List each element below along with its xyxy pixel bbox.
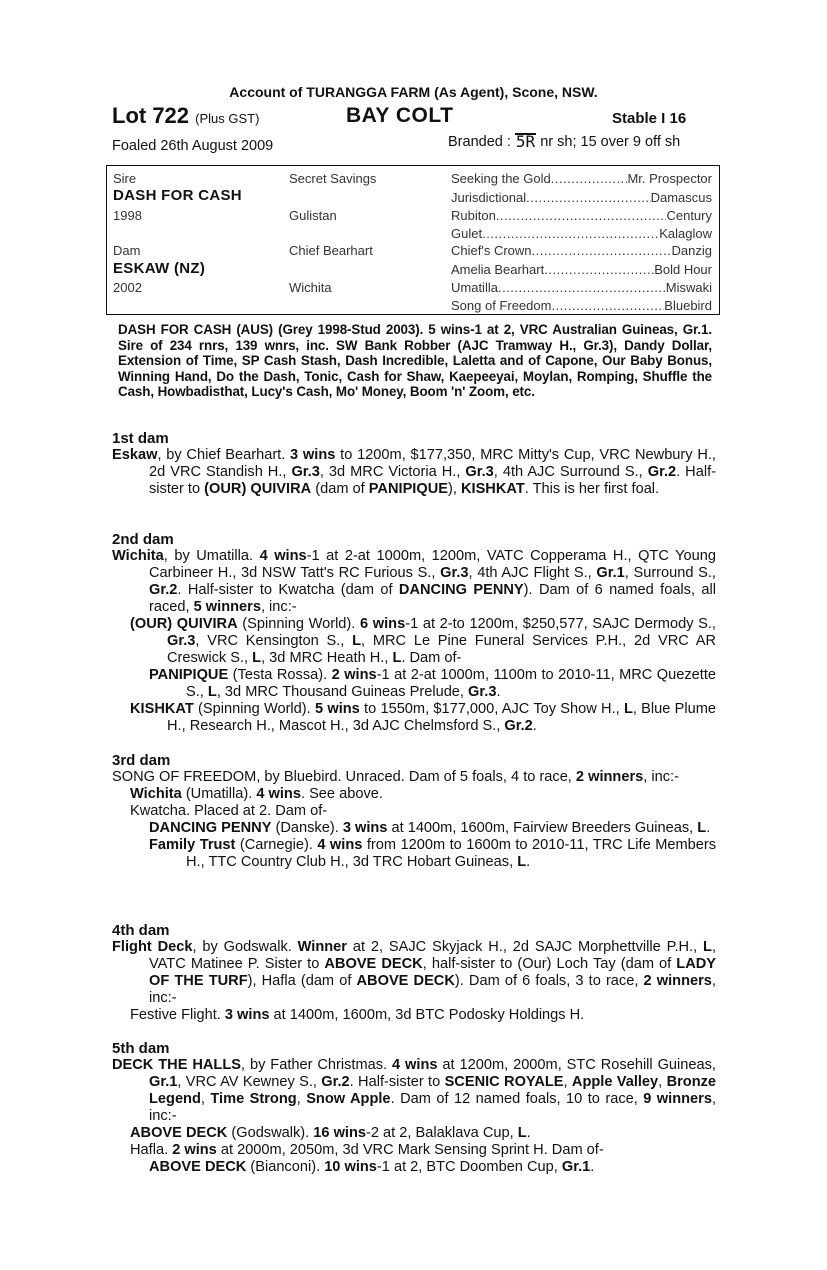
dam-year: 2002 (113, 280, 142, 295)
text-run: -1 at 2-to 1200m, $250,577, SAJC Dermody S., (405, 616, 716, 632)
bold-text-run: ABOVE DECK (130, 1125, 228, 1141)
progeny-paragraph (149, 837, 716, 871)
dam-paragraph (112, 769, 716, 786)
text-run: ). Dam of 6 named foals, all raced, (149, 582, 716, 615)
text-run: . (706, 820, 711, 836)
bold-text-run: Flight Deck (112, 939, 193, 955)
text-run: to 1200m, $177,350, MRC Mitty's Cup, VRC Newbury H., 2d VRC Standish H., (149, 447, 716, 480)
text-run: . (590, 1159, 595, 1175)
text-run: . (526, 854, 531, 870)
bold-text-run: PANIPIQUE (368, 481, 448, 497)
dam-paragraph (112, 548, 716, 616)
bold-text-run: L (517, 1125, 527, 1141)
text-run: (Carnegie). (235, 837, 318, 853)
bold-text-run: ABOVE DECK (149, 1159, 247, 1175)
text-run: , VATC Matinee P. Sister to (149, 939, 716, 972)
text-run: , VRC Kensington S., (195, 633, 353, 649)
text-run: , by Father Christmas. (241, 1057, 393, 1073)
bold-text-run: 10 wins (324, 1159, 377, 1175)
bold-text-run: Time Strong (210, 1091, 297, 1107)
brand-mark: 5R (515, 132, 536, 151)
sire-name: DASH FOR CASH (113, 187, 242, 204)
bold-text-run: L (252, 650, 262, 666)
bold-text-run: 16 wins (313, 1125, 367, 1141)
grandparent-line: Song of Freedom ..... Bluebird (451, 298, 712, 313)
bold-text-run: Gr.2 (149, 582, 178, 598)
grandparent-line: Umatilla ..... Miswaki (451, 280, 712, 295)
text-run: at 1400m, 1600m, 3d BTC Podosky Holdings H. (269, 1007, 585, 1023)
lot-label: Lot 722 (112, 103, 190, 128)
progeny-paragraph (149, 667, 716, 701)
text-run: (Spinning World). (193, 701, 315, 717)
bold-text-run: Gr.3 (468, 684, 497, 700)
bold-text-run: Wichita (130, 786, 182, 802)
text-run: at 1400m, 1600m, Fairview Breeders Guineas, (387, 820, 698, 836)
stable-number: Stable I 16 (612, 110, 687, 127)
progeny-paragraph (130, 1142, 716, 1159)
third-dam-section (112, 752, 716, 871)
text-run: , by Umatilla. (163, 548, 260, 564)
bold-text-run: Snow Apple (306, 1091, 391, 1107)
text-run: , 4th AJC Surround S., (493, 464, 648, 480)
text-run: , 4th AJC Flight S., (468, 565, 597, 581)
sire-label: Sire (113, 171, 137, 186)
foaled-date: Foaled 26th August 2009 (112, 138, 274, 154)
section-heading: 3rd dam (112, 752, 171, 769)
bold-text-run: 3 wins (342, 820, 388, 836)
section-heading: 5th dam (112, 1040, 170, 1057)
bold-text-run: 2 winners (575, 769, 644, 785)
text-run: , (296, 1091, 307, 1107)
bold-text-run: Gr.2 (647, 464, 677, 480)
bold-text-run: L (352, 633, 362, 649)
text-run: (Testa Rossa). (228, 667, 332, 683)
bold-text-run: Family Trust (149, 837, 236, 853)
bold-text-run: (OUR) QUIVIRA (204, 481, 312, 497)
bold-text-run: ABOVE DECK (356, 973, 455, 989)
sire-sire: Secret Savings (289, 171, 377, 186)
text-run: (Godswalk). (227, 1125, 314, 1141)
text-run: at 1200m, 2000m, STC Rosehill Guineas, (437, 1057, 716, 1073)
first-dam-section (112, 430, 716, 498)
bold-text-run: DECK THE HALLS (112, 1057, 241, 1073)
text-run: ), (447, 481, 461, 497)
text-run: ). Dam of 6 foals, 3 to race, (454, 973, 644, 989)
text-run: . Dam of- (401, 650, 462, 666)
branded-detail: nr sh; 15 over 9 off sh (540, 134, 681, 150)
section-heading: 1st dam (112, 430, 169, 447)
dam-label: Dam (113, 243, 141, 258)
progeny-paragraph (149, 1159, 716, 1176)
grandparent-line: Jurisdictional ..... Damascus (451, 190, 712, 205)
section-heading: 2nd dam (112, 531, 174, 548)
progeny-paragraph (130, 701, 716, 735)
bold-text-run: L (207, 684, 217, 700)
bold-text-run: Wichita (112, 548, 164, 564)
text-run: . Dam of 12 named foals, 10 to race, (390, 1091, 644, 1107)
text-run: Hafla. (130, 1142, 173, 1158)
bold-text-run: 2 wins (172, 1142, 217, 1158)
grandparent-line: Amelia Bearhart ..... Bold Hour (451, 262, 712, 277)
bold-text-run: 3 wins (224, 1007, 270, 1023)
section-heading: 4th dam (112, 922, 170, 939)
progeny-paragraph (130, 616, 716, 667)
plus-gst: (Plus GST) (195, 111, 260, 126)
bold-text-run: L (392, 650, 402, 666)
text-run: , Blue Plume H., Research H., Mascot H., 3d AJC Chelmsford S., (167, 701, 716, 734)
text-run: (dam of (311, 481, 369, 497)
bold-text-run: 2 winners (643, 973, 712, 989)
text-run: , (658, 1074, 667, 1090)
sire-summary: DASH FOR CASH (AUS) (Grey 1998-Stud 2003). 5 wins-1 at 2, VRC Australian Guineas, Gr.1. Sire of 234 rnrs, 139 wnrs, inc. SW Bank Robber (AJC Tramway H., Gr.3), Dandy Dollar, Extension of Time, SP Cash Stash, Dash Incredible, Laletta and of Capone, Our Baby Bonus, Winning Hand, Do the Dash, Tonic, Cash for Shaw, Kaepeeyai, Moylan, Romping, Shuffle the Cash, Howbadisthat, Lucy's Cash, Mo' Money, Boom 'n' Zoom, etc. (118, 322, 712, 399)
dam-dam: Wichita (289, 280, 332, 295)
text-run: , inc:- (149, 973, 716, 1006)
text-run: , VRC AV Kewney S., (177, 1074, 322, 1090)
text-run: . This is her first foal. (524, 481, 660, 497)
bold-text-run: Gr.3 (465, 464, 494, 480)
text-run: at 2, SAJC Skyjack H., 2d SAJC Morphettville P.H., (346, 939, 704, 955)
text-run: -1 at 2, BTC Doomben Cup, (376, 1159, 562, 1175)
progeny-paragraph (130, 786, 716, 803)
bold-text-run: KISHKAT (460, 481, 525, 497)
bold-text-run: ABOVE DECK (324, 956, 423, 972)
dam-paragraph (112, 447, 716, 498)
bold-text-run: (OUR) QUIVIRA (130, 616, 238, 632)
dam-paragraph (112, 1057, 716, 1125)
text-run: (Bianconi). (246, 1159, 325, 1175)
text-run: at 2000m, 2050m, 3d VRC Mark Sensing Sprint H. Dam of- (216, 1142, 604, 1158)
bold-text-run: LADY OF THE TURF (149, 956, 717, 989)
branded-label: Branded : (448, 134, 511, 150)
lot-number (112, 103, 259, 129)
text-run: . Half-sister to Kwatcha (dam of (177, 582, 399, 598)
bold-text-run: DANCING PENNY (149, 820, 272, 836)
bold-text-run: 4 wins (317, 837, 363, 853)
bold-text-run: Eskaw (112, 447, 158, 463)
sire-dam: Gulistan (289, 208, 337, 223)
text-run: . See above. (300, 786, 383, 802)
dam-name: ESKAW (NZ) (113, 260, 206, 277)
bold-text-run: SCENIC ROYALE (444, 1074, 564, 1090)
bold-text-run: Winner (297, 939, 347, 955)
text-run: , (200, 1091, 211, 1107)
bold-text-run: L (517, 854, 527, 870)
bold-text-run: KISHKAT (130, 701, 194, 717)
text-run: Kwatcha. Placed at 2. Dam of- (130, 803, 328, 819)
progeny-paragraph (130, 803, 716, 820)
text-run: , MRC Le Pine Funeral Services P.H., 2d VRC AR Creswick S., (167, 633, 716, 666)
text-run: , half-sister to (Our) Loch Tay (dam of (422, 956, 677, 972)
text-run: Festive Flight. (130, 1007, 225, 1023)
fifth-dam-section (112, 1040, 716, 1176)
progeny-paragraph (130, 1125, 716, 1142)
grandparent-line: Seeking the Gold ..... Mr. Prospector (451, 171, 712, 186)
bold-text-run: 4 wins (256, 786, 301, 802)
progeny-paragraph (149, 820, 716, 837)
bold-text-run: 5 winners (193, 599, 261, 615)
bold-text-run: Gr.1 (149, 1074, 178, 1090)
bold-text-run: DANCING PENNY (398, 582, 524, 598)
bold-text-run: L (623, 701, 633, 717)
text-run: (Umatilla). (181, 786, 257, 802)
bold-text-run: Gr.2 (504, 718, 533, 734)
text-run: , by Godswalk. (192, 939, 298, 955)
text-run: . (526, 1125, 531, 1141)
account-line: Account of TURANGGA FARM (As Agent), Scone, NSW. (229, 84, 598, 100)
text-run: . Half-sister to (349, 1074, 445, 1090)
text-run: , (563, 1074, 572, 1090)
bold-text-run: Gr.3 (440, 565, 469, 581)
bold-text-run: L (703, 939, 712, 955)
bold-text-run: 2 wins (331, 667, 377, 683)
grandparent-line: Chief's Crown ..... Danzig (451, 243, 712, 258)
bold-text-run: Bronze Legend (149, 1074, 717, 1107)
bold-text-run: 3 wins (290, 447, 336, 463)
text-run: ), Hafla (dam of (247, 973, 357, 989)
branded-line (448, 133, 680, 150)
text-run: , 3d MRC Thousand Guineas Prelude, (216, 684, 469, 700)
bold-text-run: 4 wins (259, 548, 307, 564)
text-run: , inc:- (643, 769, 679, 785)
bold-text-run: L (697, 820, 707, 836)
text-run: , 3d MRC Heath H., (261, 650, 393, 666)
dam-sire: Chief Bearhart (289, 243, 373, 258)
text-run: , by Chief Bearhart. (157, 447, 291, 463)
text-run: (Spinning World). (237, 616, 360, 632)
text-run: , inc:- (260, 599, 297, 615)
text-run: . (532, 718, 537, 734)
bold-text-run: Gr.1 (596, 565, 625, 581)
dam-paragraph (112, 939, 716, 1007)
second-dam-section (112, 531, 716, 735)
text-run: -1 at 2-at 1000m, 1200m, VATC Copperama H., QTC Young Carbineer H., 3d NSW Tatt's RC Furious S., (149, 548, 717, 581)
text-run: . (496, 684, 501, 700)
bold-text-run: 6 wins (360, 616, 406, 632)
text-run: . Half-sister to (149, 464, 716, 497)
sire-year: 1998 (113, 208, 142, 223)
text-run: , inc:- (149, 1091, 717, 1124)
text-run: -2 at 2, Balaklava Cup, (366, 1125, 518, 1141)
bold-text-run: Gr.3 (291, 464, 320, 480)
bold-text-run: 4 wins (392, 1057, 438, 1073)
fourth-dam-section (112, 922, 716, 1024)
text-run: SONG OF FREEDOM, by Bluebird. Unraced. Dam of 5 foals, 4 to race, (112, 769, 576, 785)
bold-text-run: Gr.2 (321, 1074, 350, 1090)
grandparent-line: Gulet ..... Kalaglow (451, 226, 712, 241)
bold-text-run: Gr.1 (561, 1159, 591, 1175)
bold-text-run: 9 winners (643, 1091, 712, 1107)
text-run: (Danske). (271, 820, 343, 836)
bold-text-run: Apple Valley (571, 1074, 659, 1090)
text-run: , Surround S., (624, 565, 716, 581)
progeny-paragraph (130, 1007, 716, 1024)
bold-text-run: Gr.3 (167, 633, 196, 649)
bold-text-run: 5 wins (314, 701, 360, 717)
bold-text-run: PANIPIQUE (149, 667, 229, 683)
grandparent-line: Rubiton ..... Century (451, 208, 712, 223)
text-run: , 3d MRC Victoria H., (319, 464, 466, 480)
horse-description: BAY COLT (346, 104, 454, 127)
text-run: -1 at 2-at 1000m, 1100m to 2010-11, MRC Quezette S., (186, 667, 717, 700)
text-run: from 1200m to 1600m to 2010-11, TRC Life Members H., TTC Country Club H., 3d TRC Hobart Guineas, (186, 837, 717, 870)
text-run: to 1550m, $177,000, AJC Toy Show H., (359, 701, 624, 717)
